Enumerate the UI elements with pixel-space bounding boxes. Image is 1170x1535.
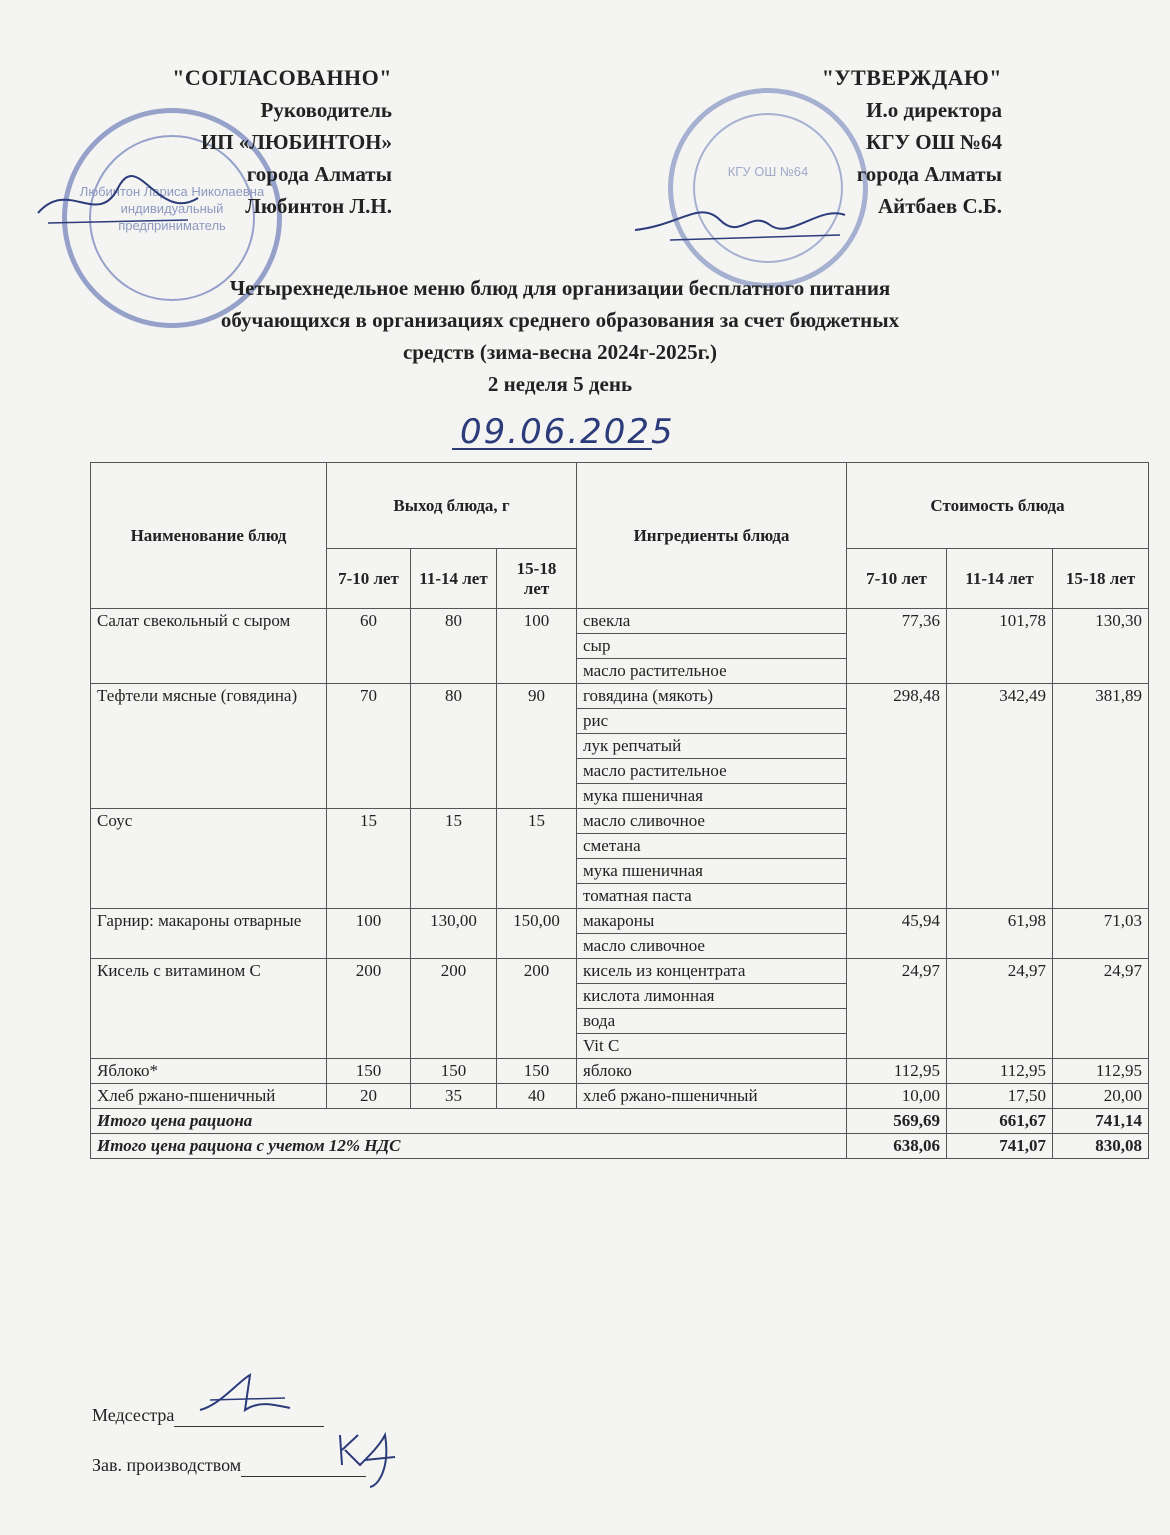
cost-7-10: 10,00 xyxy=(847,1084,947,1109)
dish-name: Соус xyxy=(91,809,327,909)
handwritten-date: 09.06.2025 xyxy=(460,412,675,452)
yield-11-14: 130,00 xyxy=(411,909,497,959)
yield-7-10: 15 xyxy=(327,809,411,909)
yield-15-18: 15 xyxy=(497,809,577,909)
cost-15-18: 24,97 xyxy=(1053,959,1149,1059)
cost-11-14: 342,49 xyxy=(947,684,1053,909)
yield-11-14: 80 xyxy=(411,609,497,684)
document-title xyxy=(60,272,1060,400)
total-label: Итого цена рациона xyxy=(91,1109,847,1134)
agreed-position: Руководитель xyxy=(260,98,392,122)
dish-name: Тефтели мясные (говядина) xyxy=(91,684,327,809)
total-cost-11-14: 661,67 xyxy=(947,1109,1053,1134)
yield-15-18: 150,00 xyxy=(497,909,577,959)
header-yield-age-15-18: 15-18 лет xyxy=(497,549,577,609)
cost-11-14: 17,50 xyxy=(947,1084,1053,1109)
approve-position: И.о директора xyxy=(866,98,1002,122)
cost-11-14: 112,95 xyxy=(947,1059,1053,1084)
table-row xyxy=(91,959,1149,984)
table-row xyxy=(91,1059,1149,1084)
approve-organization: КГУ ОШ №64 xyxy=(866,130,1002,154)
cost-7-10: 77,36 xyxy=(847,609,947,684)
dish-name: Кисель с витамином С xyxy=(91,959,327,1059)
dish-name: Гарнир: макароны отварные xyxy=(91,909,327,959)
yield-7-10: 150 xyxy=(327,1059,411,1084)
ingredient: Vit C xyxy=(577,1034,847,1059)
yield-15-18: 100 xyxy=(497,609,577,684)
date-underline xyxy=(452,448,652,450)
cost-7-10: 24,97 xyxy=(847,959,947,1059)
total-cost-7-10: 569,69 xyxy=(847,1109,947,1134)
ingredient: мука пшеничная xyxy=(577,859,847,884)
nurse-signature xyxy=(190,1370,300,1425)
yield-11-14: 150 xyxy=(411,1059,497,1084)
cost-11-14: 24,97 xyxy=(947,959,1053,1059)
table-row xyxy=(91,1084,1149,1109)
yield-15-18: 150 xyxy=(497,1059,577,1084)
cost-15-18: 130,30 xyxy=(1053,609,1149,684)
ingredient: томатная паста xyxy=(577,884,847,909)
seal-left-text: Любинтон Лариса Николаевна индивидуальный предприниматель xyxy=(79,184,265,233)
seal-right-text: КГУ ОШ №64 xyxy=(727,164,809,179)
total-vat-row xyxy=(91,1134,1149,1159)
yield-7-10: 60 xyxy=(327,609,411,684)
yield-15-18: 90 xyxy=(497,684,577,809)
yield-7-10: 70 xyxy=(327,684,411,809)
title-line-2: обучающихся в организациях среднего образования за счет бюджетных xyxy=(220,308,900,332)
cost-15-18: 112,95 xyxy=(1053,1059,1149,1084)
yield-11-14: 200 xyxy=(411,959,497,1059)
ingredient: сметана xyxy=(577,834,847,859)
ingredient: кислота лимонная xyxy=(577,984,847,1009)
ingredient: масло сливочное xyxy=(577,934,847,959)
yield-11-14: 80 xyxy=(411,684,497,809)
ingredient: масло сливочное xyxy=(577,809,847,834)
header-yield: Выход блюда, г xyxy=(327,463,577,549)
yield-15-18: 200 xyxy=(497,959,577,1059)
dish-name: Яблоко* xyxy=(91,1059,327,1084)
header-yield-age-7-10: 7-10 лет xyxy=(327,549,411,609)
yield-15-18: 40 xyxy=(497,1084,577,1109)
dish-name: Хлеб ржано-пшеничный xyxy=(91,1084,327,1109)
total-vat-cost-7-10: 638,06 xyxy=(847,1134,947,1159)
ingredient: говядина (мякоть) xyxy=(577,684,847,709)
agreed-organization: ИП «ЛЮБИНТОН» xyxy=(200,130,392,154)
approve-city: города Алматы xyxy=(856,162,1002,186)
cost-11-14: 101,78 xyxy=(947,609,1053,684)
cost-7-10: 298,48 xyxy=(847,684,947,909)
header-cost-age-7-10: 7-10 лет xyxy=(847,549,947,609)
header-cost: Стоимость блюда xyxy=(847,463,1149,549)
dish-name: Салат свекольный с сыром xyxy=(91,609,327,684)
total-vat-label: Итого цена рациона с учетом 12% НДС xyxy=(91,1134,847,1159)
yield-7-10: 200 xyxy=(327,959,411,1059)
header-cost-age-15-18: 15-18 лет xyxy=(1053,549,1149,609)
table-row xyxy=(91,609,1149,634)
cost-15-18: 20,00 xyxy=(1053,1084,1149,1109)
total-row xyxy=(91,1109,1149,1134)
signature-right xyxy=(630,195,850,250)
cost-11-14: 61,98 xyxy=(947,909,1053,959)
total-vat-cost-11-14: 741,07 xyxy=(947,1134,1053,1159)
total-vat-cost-15-18: 830,08 xyxy=(1053,1134,1149,1159)
ingredient: рис xyxy=(577,709,847,734)
approve-person: Айтбаев С.Б. xyxy=(877,194,1002,218)
agreed-city: города Алматы xyxy=(246,162,392,186)
table-row xyxy=(91,909,1149,934)
title-line-1: Четырехнедельное меню блюд для организации бесплатного питания xyxy=(229,276,891,300)
ingredient: сыр xyxy=(577,634,847,659)
cost-15-18: 381,89 xyxy=(1053,684,1149,909)
header-ingredients: Ингредиенты блюда xyxy=(577,463,847,609)
ingredient: мука пшеничная xyxy=(577,784,847,809)
approve-header: "УТВЕРЖДАЮ" xyxy=(821,65,1002,90)
total-cost-15-18: 741,14 xyxy=(1053,1109,1149,1134)
agreed-header: "СОГЛАСОВАННО" xyxy=(172,65,392,90)
yield-7-10: 20 xyxy=(327,1084,411,1109)
cost-7-10: 112,95 xyxy=(847,1059,947,1084)
ingredient: масло растительное xyxy=(577,759,847,784)
ingredient: хлеб ржано-пшеничный xyxy=(577,1084,847,1109)
header-cost-age-11-14: 11-14 лет xyxy=(947,549,1053,609)
yield-7-10: 100 xyxy=(327,909,411,959)
cost-15-18: 71,03 xyxy=(1053,909,1149,959)
table-row xyxy=(91,684,1149,709)
title-line-4: 2 неделя 5 день xyxy=(487,372,633,396)
yield-11-14: 15 xyxy=(411,809,497,909)
ingredient: яблоко xyxy=(577,1059,847,1084)
agreed-person: Любинтон Л.Н. xyxy=(245,194,392,218)
cost-7-10: 45,94 xyxy=(847,909,947,959)
footer-production xyxy=(92,1455,366,1477)
menu-table xyxy=(90,462,1149,1159)
ingredient: вода xyxy=(577,1009,847,1034)
header-dish-name: Наименование блюд xyxy=(91,463,327,609)
nurse-label: Медсестра xyxy=(92,1405,175,1425)
header-yield-age-11-14: 11-14 лет xyxy=(411,549,497,609)
ingredient: макароны xyxy=(577,909,847,934)
yield-11-14: 35 xyxy=(411,1084,497,1109)
production-signature xyxy=(330,1415,410,1490)
production-label: Зав. производством xyxy=(92,1455,242,1475)
ingredient: лук репчатый xyxy=(577,734,847,759)
ingredient: масло растительное xyxy=(577,659,847,684)
ingredient: кисель из концентрата xyxy=(577,959,847,984)
title-line-3: средств (зима-весна 2024г-2025г.) xyxy=(402,340,718,364)
signature-left xyxy=(28,168,208,238)
ingredient: свекла xyxy=(577,609,847,634)
